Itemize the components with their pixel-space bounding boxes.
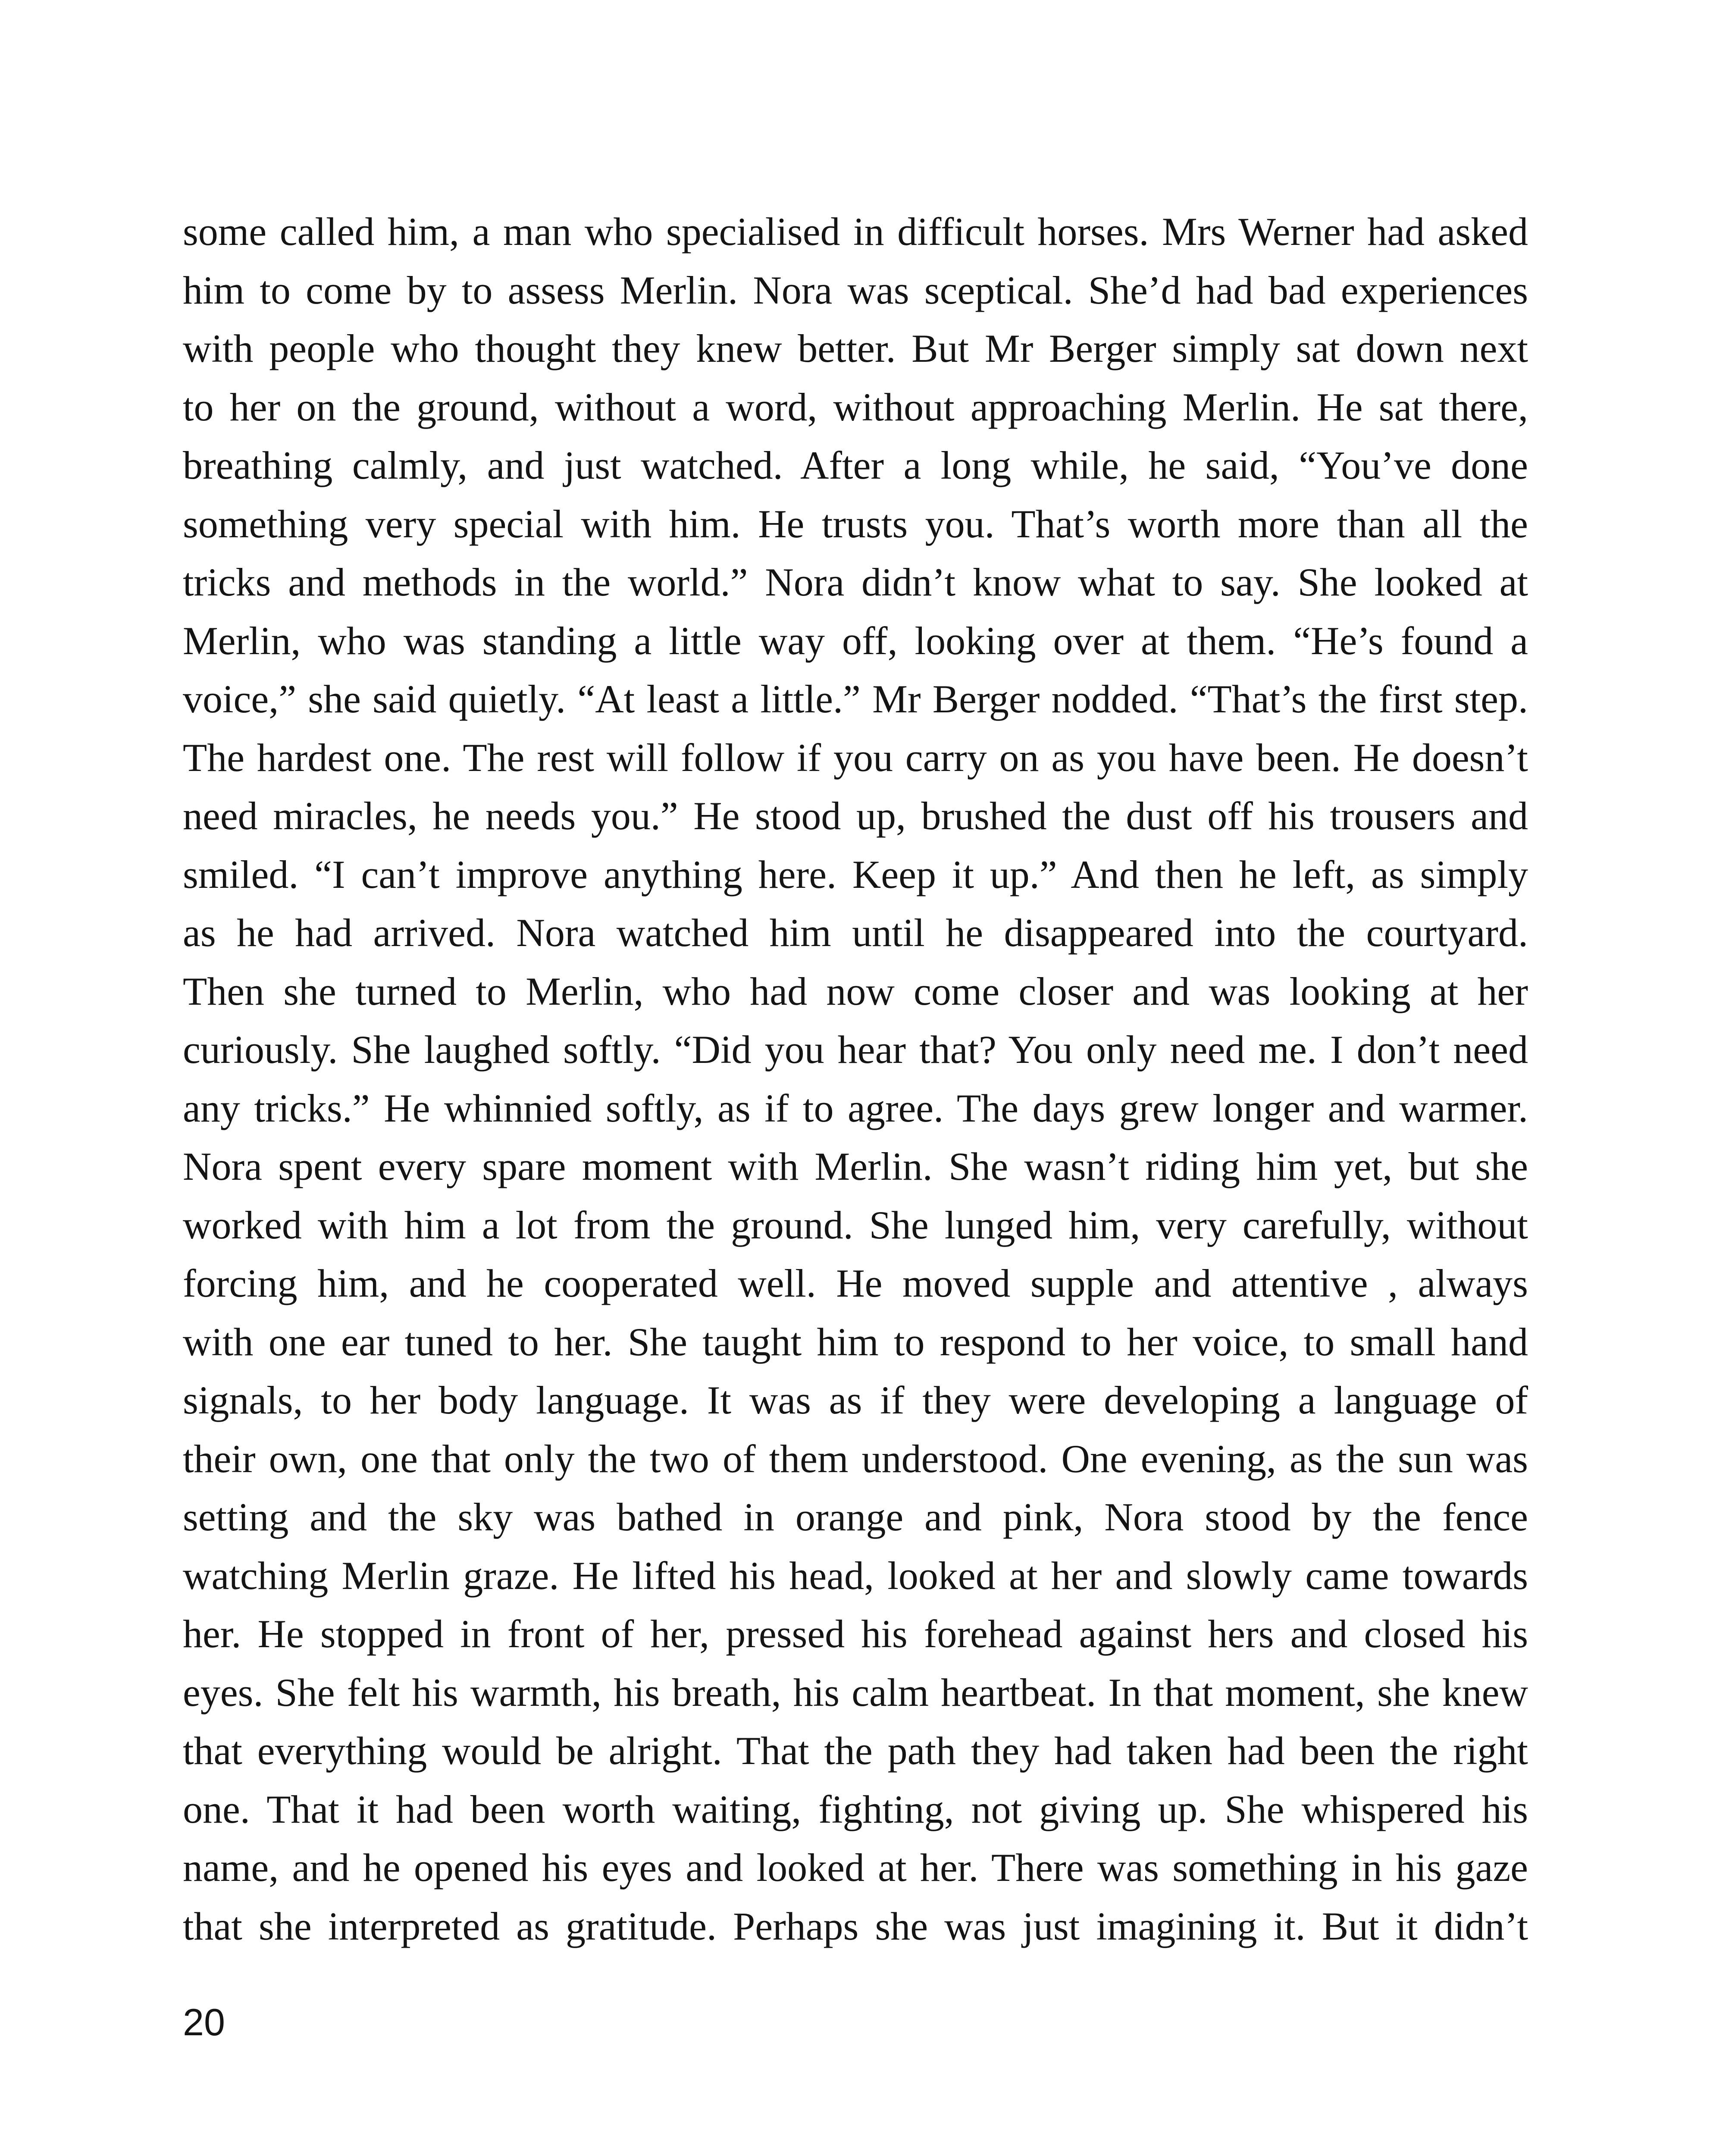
text-line: some called him, a man who specialised in difficult horses. Mrs Werner had asked [183,210,1528,254]
text-line: something very special with him. He trusts you. That’s worth more than all the [183,501,1528,546]
text-line: with people who thought they knew better. But Mr Berger simply sat down next [183,326,1528,370]
text-line: curiously. She laughed softly. “Did you hear that? You only need me. I don’t need [183,1028,1528,1072]
text-line: Then she turned to Merlin, who had now come closer and was looking at her [183,969,1528,1013]
text-line: smiled. “I can’t improve anything here. Keep it up.” And then he left, as simply [183,852,1528,896]
text-line: signals, to her body language. It was as if they were developing a language of [183,1378,1528,1422]
text-line: Nora spent every spare moment with Merlin. She wasn’t riding him yet, but she [183,1144,1528,1188]
text-line: any tricks.” He whinnied softly, as if to agree. The days grew longer and warmer. [183,1086,1528,1130]
text-line: with one ear tuned to her. She taught him to respond to her voice, to small hand [183,1319,1528,1364]
page-number: 20 [183,2001,225,2043]
text-line: one. That it had been worth waiting, fighting, not giving up. She whispered his [183,1787,1528,1831]
text-line: that she interpreted as gratitude. Perhaps she was just imagining it. But it didn’t [183,1904,1528,1948]
text-line: setting and the sky was bathed in orange and pink, Nora stood by the fence [183,1495,1528,1539]
text-line: watching Merlin graze. He lifted his head, looked at her and slowly came towards [183,1553,1528,1598]
text-line: The hardest one. The rest will follow if you carry on as you have been. He doesn’t [183,735,1528,780]
text-line: name, and he opened his eyes and looked at her. There was something in his gaze [183,1846,1528,1890]
text-line: that everything would be alright. That the path they had taken had been the right [183,1729,1528,1773]
body-text [183,203,1528,1955]
text-line: breathing calmly, and just watched. After a long while, he said, “You’ve done [183,443,1528,487]
text-line: voice,” she said quietly. “At least a little.” Mr Berger nodded. “That’s the first step. [183,677,1528,721]
text-line: tricks and methods in the world.” Nora didn’t know what to say. She looked at [183,560,1528,604]
text-line: eyes. She felt his warmth, his breath, his calm heartbeat. In that moment, she knew [183,1670,1528,1714]
text-line: her. He stopped in front of her, pressed his forehead against hers and closed his [183,1612,1528,1656]
text-line: him to come by to assess Merlin. Nora was sceptical. She’d had bad experiences [183,268,1528,312]
text-line: to her on the ground, without a word, without approaching Merlin. He sat there, [183,385,1528,429]
text-line: Merlin, who was standing a little way off, looking over at them. “He’s found a [183,618,1528,663]
text-line: their own, one that only the two of them understood. One evening, as the sun was [183,1436,1528,1481]
text-line: forcing him, and he cooperated well. He moved supple and attentive , always [183,1261,1528,1305]
text-line: as he had arrived. Nora watched him until he disappeared into the courtyard. [183,911,1528,955]
text-line: worked with him a lot from the ground. She lunged him, very carefully, without [183,1203,1528,1247]
text-line: need miracles, he needs you.” He stood up, brushed the dust off his trousers and [183,794,1528,838]
